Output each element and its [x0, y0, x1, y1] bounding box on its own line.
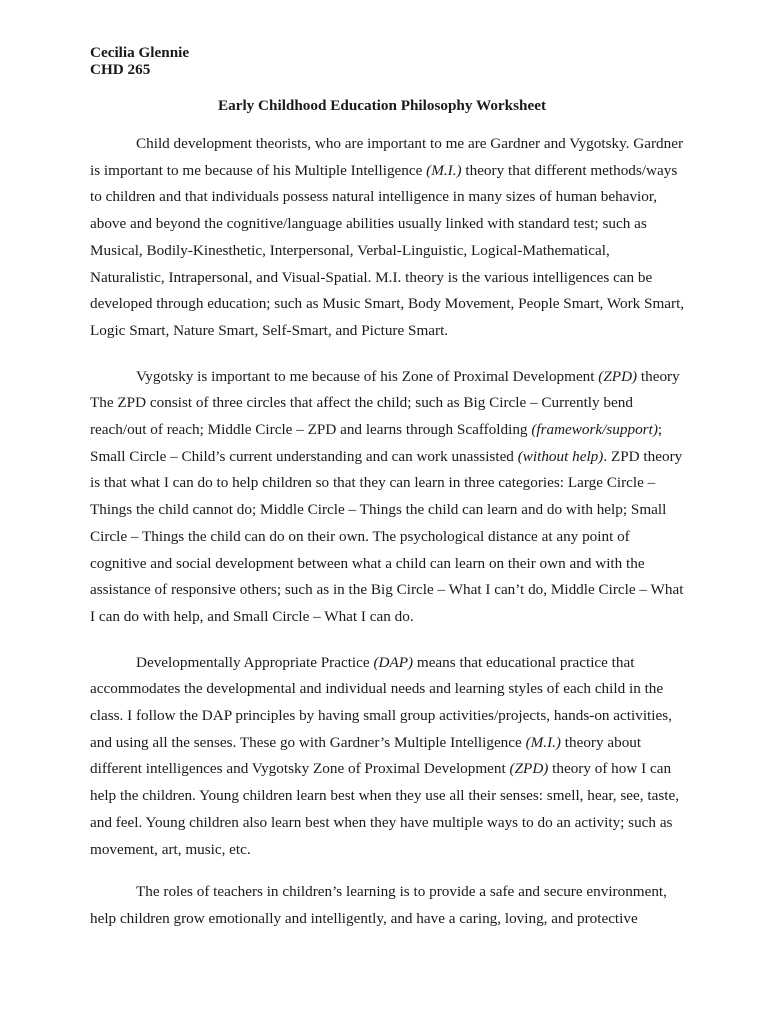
italic-term: (ZPD): [598, 367, 638, 385]
paragraph-gardner: [90, 131, 698, 345]
paragraph-vygotsky: [90, 364, 698, 631]
text-run: theory about different intelligences and Vygotsky Zone of Proximal Development: [90, 733, 642, 778]
text-run: Developmentally Appropriate Practice: [136, 653, 374, 671]
italic-term: (framework/support): [531, 421, 658, 439]
italic-term: (DAP): [373, 653, 414, 671]
italic-term: (without help): [517, 447, 604, 465]
course-code: CHD 265: [90, 61, 151, 78]
paragraph-dap: [90, 650, 698, 864]
paragraph-teacher-roles: [90, 879, 698, 932]
document-title: Early Childhood Education Philosophy Worksheet: [217, 97, 547, 114]
text-run: means that educational practice that accommodates the developmental and individual needs and learning styles of each child in the class. I follow the DAP principles by having small group activities/projects, hands-on activities, and using all the senses. These go with Gardner’s Multiple Intelligence: [90, 653, 672, 751]
text-run: Vygotsky is important to me because of his Zone of Proximal Development: [136, 367, 599, 385]
text-run: theory The ZPD consist of three circles that affect the child; such as Big Circle – Currently bend reach/out of reach; Middle Circle – ZPD and learns through Scaffolding: [90, 367, 680, 439]
text-run: theory of how I can help the children. Young children learn best when they use all their senses: smell, hear, see, taste, and feel. Young children also learn best when they have multiple ways to do an activity; such as movement, art, music, etc.: [90, 760, 680, 858]
italic-term: (ZPD): [509, 760, 549, 778]
italic-term: (M.I.): [426, 161, 462, 179]
author-name: Cecilia Glennie: [90, 44, 190, 61]
text-run: Child development theorists, who are important to me are Gardner and Vygotsky. Gardner is important to me because of his Multiple Intelligence: [90, 135, 684, 179]
italic-term: (M.I.): [525, 733, 561, 751]
text-run: ; Small Circle – Child’s current understanding and can work unassisted: [90, 421, 663, 465]
text-run: The roles of teachers in children’s learning is to provide a safe and secure environment, help children grow emotionally and intelligently, and have a caring, loving, and protective: [90, 883, 667, 927]
text-run: theory that different methods/ways to children and that individuals possess natural intelligence in many sizes of human behavior, above and beyond the cognitive/language abilities usually linked with standard test; such as Musical, Bodily-Kinesthetic, Interpersonal, Verbal-Linguistic, Logical-Mathematical, Naturalistic, Intrapersonal, and Visual-Spatial. M.I. theory is the various intelligences can be developed through education; such as Music Smart, Body Movement, People Smart, Work Smart, Logic Smart, Nature Smart, Self-Smart, and Picture Smart.: [90, 161, 685, 339]
text-run: . ZPD theory is that what I can do to help children so that they can learn in three categories: Large Circle – Things the child cannot do; Middle Circle – Things the child can learn and do with help; Small Circle – Things the child can do on their own. The psychological distance at any point of cognitive and social development between what a child can learn on their own and with the assistance of responsive others; such as in the Big Circle – What I can’t do, Middle Circle – What I can do with help, and Small Circle – What I can do.: [90, 447, 684, 625]
